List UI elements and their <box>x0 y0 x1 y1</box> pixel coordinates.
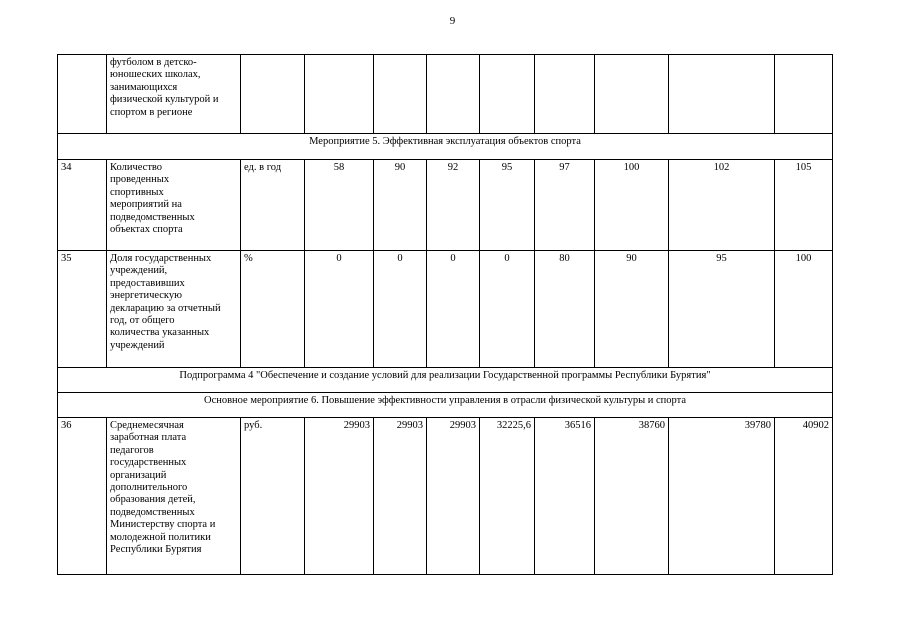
value-cell: 100 <box>595 160 669 251</box>
value-cell: 29903 <box>305 418 374 575</box>
value-cell: 40902 <box>775 418 833 575</box>
section-heading: Мероприятие 5. Эффективная эксплуатация объектов спорта <box>58 134 833 160</box>
value-cell <box>669 55 775 134</box>
value-cell: 90 <box>374 160 427 251</box>
value-cell <box>374 55 427 134</box>
value-cell: 0 <box>480 251 535 368</box>
value-cell: 80 <box>535 251 595 368</box>
indicator-name: Среднемесячная заработная плата педагогов государственных организаций дополнительного образования детей, подведомственных Министерству спорта и молодежной политики Республики Бурятия <box>110 420 216 556</box>
row-number: 34 <box>58 160 107 251</box>
section-row <box>58 368 833 393</box>
value-cell <box>775 55 833 134</box>
unit: % <box>241 251 305 368</box>
indicator-name-cell <box>107 418 241 575</box>
value-cell: 102 <box>669 160 775 251</box>
row-number-cell <box>58 55 107 134</box>
row-number: 35 <box>58 251 107 368</box>
indicator-name: Доля государственных учреждений, предоставивших энергетическую декларацию за отчетный год, от общего количества указанных учреждений <box>110 253 221 351</box>
value-cell: 29903 <box>374 418 427 575</box>
section-row <box>58 134 833 160</box>
value-cell: 105 <box>775 160 833 251</box>
indicator-name: Количество проведенных спортивных мероприятий на подведомственных объектах спорта <box>110 162 195 236</box>
value-cell: 92 <box>427 160 480 251</box>
unit: руб. <box>241 418 305 575</box>
value-cell: 36516 <box>535 418 595 575</box>
value-cell <box>480 55 535 134</box>
indicator-name-cell <box>107 55 241 134</box>
indicator-name-cell <box>107 251 241 368</box>
indicator-name-cell <box>107 160 241 251</box>
value-cell: 90 <box>595 251 669 368</box>
value-cell: 97 <box>535 160 595 251</box>
indicator-name: футболом в детско- юношеских школах, занимающихся физической культурой и спортом в регионе <box>110 57 219 118</box>
value-cell <box>427 55 480 134</box>
unit-cell <box>241 55 305 134</box>
value-cell: 0 <box>374 251 427 368</box>
value-cell <box>535 55 595 134</box>
value-cell: 58 <box>305 160 374 251</box>
value-cell: 29903 <box>427 418 480 575</box>
indicators-table <box>57 54 833 575</box>
section-row <box>58 393 833 418</box>
value-cell <box>595 55 669 134</box>
value-cell: 0 <box>305 251 374 368</box>
value-cell: 38760 <box>595 418 669 575</box>
value-cell: 95 <box>669 251 775 368</box>
value-cell: 0 <box>427 251 480 368</box>
row-number: 36 <box>58 418 107 575</box>
page-number: 9 <box>449 15 456 27</box>
value-cell: 100 <box>775 251 833 368</box>
table-row <box>58 160 833 251</box>
table-row <box>58 418 833 575</box>
table-row <box>58 55 833 134</box>
value-cell: 95 <box>480 160 535 251</box>
unit: ед. в год <box>241 160 305 251</box>
value-cell: 39780 <box>669 418 775 575</box>
value-cell: 32225,6 <box>480 418 535 575</box>
section-heading: Подпрограмма 4 "Обеспечение и создание условий для реализации Государственной программы Республики Бурятия" <box>58 368 833 393</box>
value-cell <box>305 55 374 134</box>
table-row <box>58 251 833 368</box>
section-heading: Основное мероприятие 6. Повышение эффективности управления в отрасли физической культуры и спорта <box>58 393 833 418</box>
